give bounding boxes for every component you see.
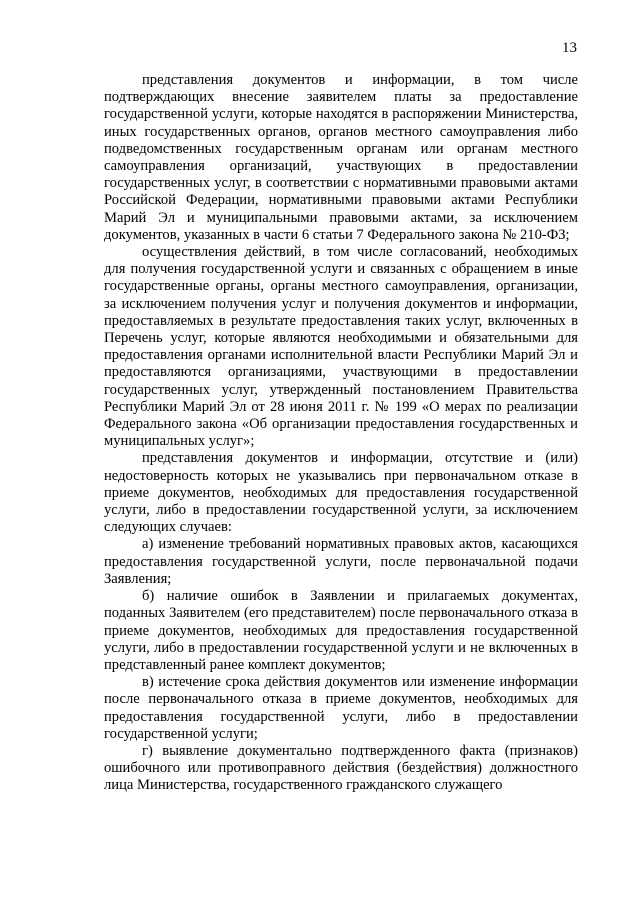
paragraph-document-submission: представления документов и информации, в том числе подтверждающих внесение заявителем платы за предоставление государственной услуги, которые находятся в распоряжении Министерства, иных государственных органов, органов местного самоуправления либо подведомственных государственным органам или органам местного самоуправления организаций, участвующих в предоставлении государственных услуг, в соответствии с нормативными правовыми актами Российской Федерации, нормативными правовыми актами Республики Марий Эл и муниципальными правовыми актами, за исключением документов, указанных в части 6 статьи 7 Федерального закона № 210-ФЗ; [104, 72, 578, 243]
list-item-a: а) изменение требований нормативных правовых актов, касающихся предоставления государственной услуги, после первоначальной подачи Заявления; [104, 536, 578, 587]
list-item-b: б) наличие ошибок в Заявлении и прилагаемых документах, поданных Заявителем (его представителем) после первоначального отказа в приеме документов, необходимых для предоставления государственной услуги, либо в предоставлении государственной услуги и не включенных в представленный ранее комплект документов; [104, 588, 578, 673]
paragraph-missing-documents: представления документов и информации, отсутствие и (или) недостоверность которых не указывались при первоначальном отказе в приеме документов, необходимых для предоставления государственной услуги, либо в предоставлении государственной услуги, за исключением следующих случаев: [104, 450, 578, 536]
paragraph-actions-approvals: осуществления действий, в том числе согласований, необходимых для получения государственной услуги и связанных с обращением в иные государственные органы, органы местного самоуправления, организации, за исключением получения услуг и получения документов и информации, предоставляемых в результате предоставления таких услуг, включенных в Перечень услуг, которые являются необходимыми и обязательными для предоставления органами исполнительной власти Республики Марий Эл и предоставляются организациями, участвующими в предоставлении государственных услуг, утвержденный постановлением Правительства Республики Марий Эл от 28 июня 2011 г. № 199 «О мерах по реализации Федерального закона «Об организации предоставления государственных и муниципальных услуг»; [104, 244, 578, 450]
list-item-c: в) истечение срока действия документов или изменение информации после первоначального отказа в приеме документов, необходимых для предоставления государственной услуги, либо в предоставлении государственной услуги; [104, 674, 578, 742]
list-item-d: г) выявление документально подтвержденного факта (признаков) ошибочного или противоправного действия (бездействия) должностного лица Министерства, государственного гражданского служащего [104, 742, 578, 794]
page-number: 13 [562, 40, 577, 56]
body-text [104, 72, 578, 795]
